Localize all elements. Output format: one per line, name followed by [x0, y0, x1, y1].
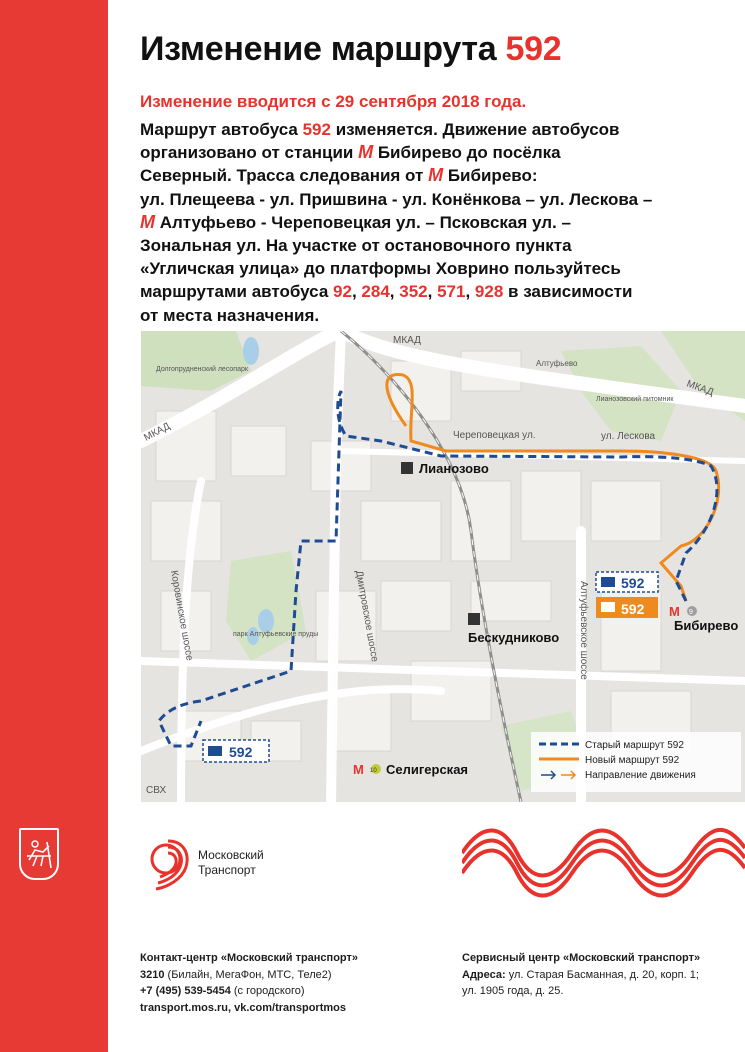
- label-altufyevskoe: Алтуфьевское шоссе: [578, 581, 589, 680]
- label-svh: СВХ: [146, 785, 167, 796]
- description-line-3: Северный. Трасса следования от М Бибирево:: [140, 165, 538, 186]
- svg-text:Лианозово: Лианозово: [419, 461, 489, 476]
- map-legend: [531, 732, 741, 792]
- label-dmitrovskoe: Дмитровское шоссе: [353, 569, 380, 663]
- title-text: Изменение маршрута: [140, 30, 497, 68]
- metro-station-seligerskaya: [353, 762, 468, 777]
- route-571: 571: [437, 282, 466, 302]
- metro-icon: М: [428, 165, 444, 186]
- description-line-1: Маршрут автобуса 592 изменяется. Движение автобусов: [140, 120, 620, 139]
- red-sidebar: [0, 0, 108, 1052]
- service-address-1: ул. Старая Басманная, д. 20, корп. 1;: [508, 968, 699, 981]
- contact-center: [140, 950, 450, 1016]
- moscow-transport-logo-icon: [138, 833, 198, 893]
- contact-short-number: 3210: [140, 968, 165, 981]
- brand-line-2: Транспорт: [198, 863, 256, 877]
- description-line-6: Зональная ул. На участке от остановочного пункта: [140, 236, 572, 256]
- page-title: [140, 30, 561, 69]
- contact-phone: +7 (495) 539-5454: [140, 985, 231, 997]
- description-line-5: М Алтуфьево - Череповецкая ул. – Псковская ул. –: [140, 211, 571, 232]
- metro-icon: М: [140, 211, 155, 232]
- contact-links[interactable]: transport.mos.ru, vk.com/transportmos: [140, 1001, 346, 1014]
- contact-short-note: (Билайн, МегаФон, МТС, Теле2): [167, 968, 332, 981]
- svg-text:М: М: [353, 762, 364, 777]
- service-center: [462, 950, 745, 1000]
- route-description: [140, 118, 740, 327]
- metro-station-bibirevo: [669, 604, 738, 633]
- label-dolgoprudny: Долгопрудненский лесопарк: [156, 366, 248, 373]
- title-route-number: 592: [505, 30, 562, 68]
- svg-text:9: 9: [689, 609, 693, 616]
- label-mkad: МКАД: [393, 335, 421, 346]
- metro-icon: М: [358, 142, 374, 163]
- route-352: 352: [399, 282, 428, 302]
- label-park: парк Алтуфьевские пруды: [233, 631, 319, 638]
- label-leskova: ул. Лескова: [601, 431, 656, 442]
- label-cherepovetskaya: Череповецкая ул.: [453, 430, 536, 441]
- decorative-waves: [462, 828, 745, 898]
- service-address-label: Адреса:: [462, 968, 506, 981]
- svg-text:Бескудниково: Бескудниково: [468, 630, 560, 645]
- route-map: [141, 331, 745, 802]
- legend-old: Старый маршрут 592: [585, 740, 684, 751]
- label-mkad-left: МКАД: [142, 420, 173, 444]
- description-line-2: организовано от станции М Бибирево до посёлка: [140, 142, 561, 163]
- label-korovinskoe: Коровинское шоссе: [168, 569, 195, 662]
- date-notice: Изменение вводится с 29 сентября 2018 года.: [140, 92, 527, 111]
- description-line-4: ул. Плещеева - ул. Пришвина - ул. Конёнкова – ул. Лескова –: [140, 189, 653, 209]
- moscow-coat-of-arms-icon: [19, 828, 59, 880]
- legend-direction: Направление движения: [585, 770, 696, 781]
- svg-text:Бибирево: Бибирево: [674, 618, 739, 633]
- railway-station-lianozovo: [401, 461, 489, 476]
- svg-text:592: 592: [229, 744, 253, 760]
- label-altufyevo-area: Алтуфьево: [536, 359, 578, 368]
- forest-area: [141, 331, 251, 391]
- route-284: 284: [361, 282, 390, 302]
- label-lianozovo-park: Лианозовский питомник: [596, 396, 674, 403]
- description-line-7: «Угличская улица» до платформы Ховрино пользуйтесь: [140, 259, 621, 279]
- brand-name: [198, 848, 264, 878]
- bus-badge-old-top: [596, 572, 658, 592]
- description-line-8: маршрутами автобуса 92, 284, 352, 571, 928 в зависимости: [140, 282, 633, 302]
- bus-badge-old-bottom: [203, 740, 269, 762]
- legend-new: Новый маршрут 592: [585, 755, 680, 766]
- route-928: 928: [474, 282, 504, 302]
- svg-text:Селигерская: Селигерская: [386, 762, 469, 777]
- route-92: 92: [333, 282, 352, 302]
- brand-line-1: Московский: [198, 848, 264, 862]
- description-line-9: от места назначения.: [140, 305, 320, 325]
- service-address-2: ул. 1905 года, д. 25.: [462, 985, 564, 997]
- svg-text:10: 10: [370, 768, 377, 774]
- contact-title: Контакт-центр «Московский транспорт»: [140, 952, 358, 964]
- park-altufyevo-area: [226, 551, 306, 661]
- service-title: Сервисный центр «Московский транспорт»: [462, 952, 701, 964]
- pond: [243, 337, 259, 365]
- svg-text:592: 592: [621, 575, 645, 591]
- label-mkad-right: МКАД: [684, 378, 715, 399]
- svg-text:592: 592: [621, 601, 645, 617]
- svg-text:М: М: [669, 604, 680, 619]
- contact-phone-note: (с городского): [233, 985, 305, 997]
- bus-badge-new: [596, 597, 658, 618]
- pond: [258, 609, 274, 633]
